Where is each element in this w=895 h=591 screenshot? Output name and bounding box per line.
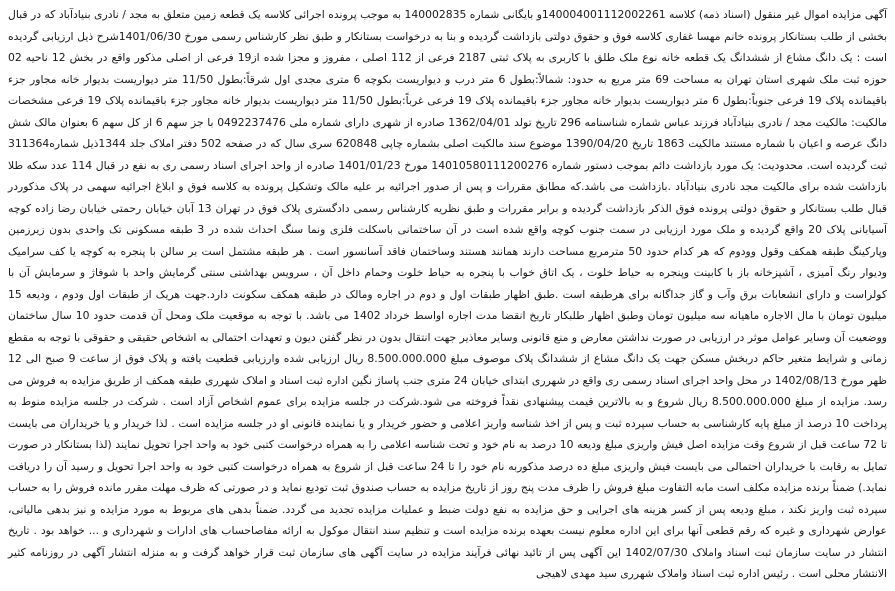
auction-notice-text: آگهی مزایده اموال غیر منقول (اسناد ذمه) کلاسه 140004001112002261و بایگانی شماره 140002835 به موجب پرونده اجرائی کلاسه یک قطعه زمین متعلق به مجد / نادری بنیادآباد که در قبال بخشی از طلب بستانکار پرونده خانم مهسا غفاری کلاسه فوق و حقوق دولتی بازداشت گردیده و بنا به درخواست بستانکار و طبق نظر کارشناس رسمی مورخ 1401/06/30شرح ذیل ارزیابی گردیده است : یک دانگ مشاع از ششدانگ یک قطعه خانه نوع ملک طلق با کاربری به پلاک ثبتی 2187 فرعی از 112 اصلی ، مفروز و مجزا شده از19 فرعی از اصلی مذکور واقع در بخش 12 ناحیه 02 حوزه ثبت ملک شهری استان تهران به مساحت 69 متر مربع به حدود: شمالاً:بطول 6 متر درب و دیواریست بکوچه 6 متری مجدی اول شرقاً:بطول 11/50 متر دیواریست بدیوار خانه مجاور جزء باقیمانده پلاک 19 فرعی جنوباً:بطول 6 متر دیواریست بدیوار خانه مجاور جزء باقیمانده پلاک 19 فرعی غرباً:بطول 11/50 متر دیواریست بدیوار خانه مجاور جزء باقیمانده پلاک 19 فرعی مشخصات مالکیت: مالکیت مجد / نادری بنیادآباد فرزند عباس شماره شناسنامه 296 تاریخ تولد 1362/04/01 صادره از شهری دارای شماره ملی 0492237476 با جز سهم 6 از کل سهم 6 بعنوان مالک شش دانگ عرصه و اعیان با شماره مستند مالکیت 1863 تاریخ 1390/04/20 موضوع سند مالکیت اصلی بشماره چاپی 620848 سری سال که در صفحه 502 دفتر املاک جلد 1344ذیل شماره311364 ثبت گردیده است. محدودیت: یک مورد بازداشت دائم بموجب دستور شماره 14010580111200276 مورخ 1401/01/23 صادره از واحد اجرای اسناد رسمی ری به نفع در قبال 114 عدد سکه طلا بازداشت شده برای مالکیت مجد نادری بنیادآباد .بازداشت می باشد.که مطابق مقررات و پس از صدور اجرائیه بر علیه مالک وتشکیل پرونده به کلاسه فوق و ابلاغ اجرائیه سهمی در پلاک مذکوردر قبال طلب بستانکار و حقوق دولتی پرونده فوق الذکر بازداشت گردیده و برابر مقررات و طبق نظریه کارشناس رسمی دادگستری پلاک فوق در تهران 13 آبان خیابان رحمتی خیابان رضا زاده کوچه آسیابانی پلاک 20 واقع گردیده و ملک مورد ارزیابی در سمت جنوب کوچه واقع شده است در آن ساختمانی باسکلت فلزی ونما سنگ احداث شده در 3 طبقه مسکونی تک واحدی بدون زیرزمین وپارکینگ طبقه همکف وقول وودوم که هر کدام حدود 50 مترمربع مساحت دارند همانند هستند وساختمان فاقد آسانسور است . هر طبقه مشتمل است بر سالن با پنجره به کوچه یا کف سرامیک ودیوار رنگ آمیزی ، آشپزخانه باز با کابینت وپنجره به حیاط خلوت ، یک اتاق خواب با پنجره به حیاط خلوت وحمام داخل آن ، سرویس بهداشتی سنتی گرمایش واحد با شوفاژ و سرمایش آن با کولراست و دارای انشعابات برق وآب و گاز جداگانه برای هرطبقه است .طبق اظهار طبقات اول و دوم در اجاره ومالک در طبقه همکف سکونت دارد.جهت هریک از طبقات اول ودوم ، ودیعه 15 میلیون تومان با مال الاجاره ماهیانه سه میلیون تومان وطبق اظهار طلبکار تاریخ انقضا مدت اجاره اواسط خرداد 1402 می باشد. با توجه به موقعیت ملک ومحل آن قدمت حدود 10 سال ساختمان ووضعیت آن وسایر عوامل موثر در ارزیابی در صورت نداشتن معارض و منع قانونی وسایر معاذیر جهت انتقال بدون در نظر گفتن دیون و تعهدات احتمالی به اشخاص حقیقی و حقوقی با توجه به مقطع زمانی و شرایط متغیر حاکم دربخش مسکن جهت یک دانگ مشاع از ششدانگ پلاک موصوف مبلغ 8.500.000.000 ریال ارزیابی شده وارزیابی قطعیت یافته و پلاک فوق از ساعت 9 صبح الی 12 ظهر مورخ 1402/08/13 در محل واحد اجرای اسناد رسمی ری واقع در شهرری ابتدای خیابان 24 متری جنب پاساژ نگین اداره ثبت اسناد و املاک شهرری طبقه همکف از طریق مزایده به فروش می رسد. مزایده از مبلغ 8.500.000.000 ریال شروع و به بالاترین قیمت پیشنهادی نقداً فروخته می شود.شرکت در جلسه مزایده برای عموم اشخاص آزاد است . شرکت در جلسه مزایده منوط به پرداخت 10 درصد از مبلغ پایه کارشناسی به حساب سپرده ثبت و پس از اخذ شناسه واریز اعلامی و حضور خریدار و یا نماینده قانونی او در جلسه مزایده است . لذا خریدار و یا خریداران می بایست تا 72 ساعت قبل از شروع وقت مزایده اصل فیش واریزی مبلغ ودیعه 10 درصد به نام خود و تحت شناسه اعلامی را به همراه درخواست کتبی خود به واحد اجرا تحویل نمایند (لذا بستانکار در صورت تمایل به رقابت با خریداران احتمالی می بایست فیش واریزی مبلغ ده درصد مذکوربه نام خود را تا 24 ساعت قبل از شروع به همراه درخواست کتبی خود به واحد اجرا تحویل و رسید آن را دریافت نماید.) ضمناً برنده مزایده مکلف است مابه التفاوت مبلغ فروش را ظرف مدت پنج روز از تاریخ مزایده به حساب صندوق ثبت تودیع نماید و در صورتی که ظرف مهلت مقرر مانده فروش را به حساب سپرده ثبت واریز نکند ، مبلغ ودیعه پس از کسر هزینه های اجرایی و حق مزایده به نفع دولت ضبط و عملیات مزایده تجدید می گردد. ضمناً بدهی های مربوط به مورد مزایده و نیز بدهی مالیاتی، عوارض شهرداری و غیره که رقم قطعی آنها برای این اداره معلوم نیست بعهده برنده مزایده است و تنظیم سند انتقال موکول به ارائه مفاصاحساب های ادارات و شهرداری و ... خواهد بود . تاریخ انتشار در سایت سازمان ثبت اسناد واملاک 1402/07/30 این آگهی پس از تائید نهائی فرآیند مزایده در سایت آگهی های سازمان ثبت قرار خواهد گرفت و به منزله انتشار آگهی در روزنامه کثیر الانتشار محلی است . رئیس اداره ثبت اسناد واملاک شهرری سید مهدی لاهیجی (8, 8, 888, 580)
